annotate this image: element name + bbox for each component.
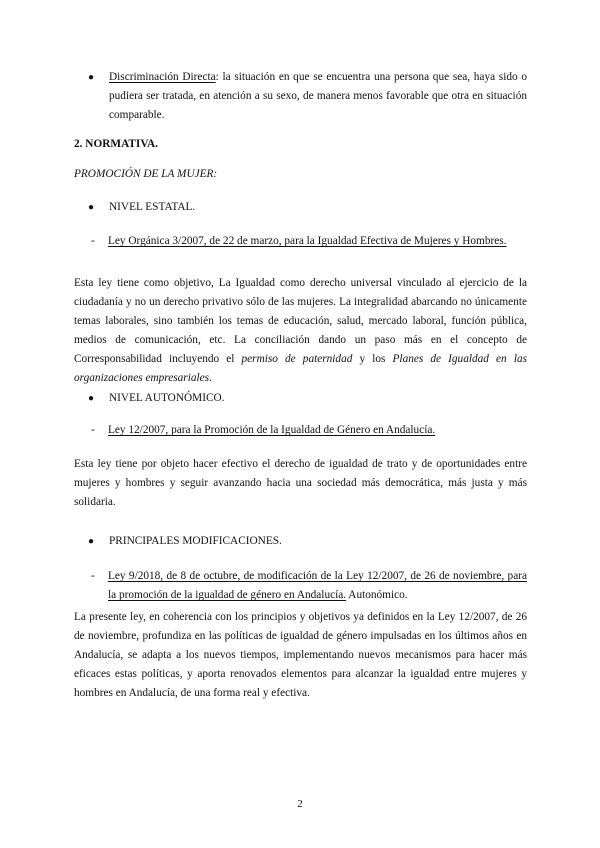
bullet-icon: ● (88, 202, 95, 213)
dash-icon: - (91, 424, 95, 436)
bullet-icon: ● (88, 536, 95, 547)
paragraph-ley-12: Esta ley tiene por objeto hacer efectivo el derecho de igualdad de trato y de oportunidades entre mujeres y hombres y seguir avanzando hacia una sociedad más democrática, más justa y más solidaria. (74, 458, 527, 508)
bullet-discriminacion (88, 68, 527, 128)
law-ley-9-2018-scope: Autonómico. (346, 589, 408, 601)
dash-icon: - (91, 570, 95, 582)
italic-permiso: permiso de paternidad (241, 353, 353, 365)
law-ley-9-2018-title: Ley 9/2018, de 8 de octubre, de modificación de la Ley 12/2007, de 26 de noviembre, para la promoción de la igualdad de género en Andalucía. (108, 570, 527, 601)
nivel-autonomico-label: NIVEL AUTONÓMICO. (109, 392, 225, 404)
page-number: 2 (297, 798, 303, 810)
principales-label: PRINCIPALES MODIFICACIONES. (109, 535, 282, 547)
law-ley-9-2018 (108, 567, 527, 605)
bullet-icon: ● (88, 72, 95, 83)
section-heading: 2. NORMATIVA. (74, 138, 158, 150)
term-discriminacion: Discriminación Directa (109, 71, 216, 83)
paragraph-ley-organica-middle: y los (352, 353, 393, 365)
paragraph-ley-organica (74, 274, 527, 388)
nivel-estatal-label: NIVEL ESTATAL. (109, 201, 196, 213)
bullet-discriminacion-text (109, 68, 527, 125)
paragraph-ley-9: La presente ley, en coherencia con los principios y objetivos ya definidos en la Ley 12/2007, de 26 de noviembre, profundiza en las políticas de igualdad de género impulsadas en los últimos años en Andalucía, se adapta a los nuevos tiempos, implementando nuevos mecanismos para hacer más eficaces estas políticas, y aporta renovados elementos para alcanzar la igualdad entre mujeres y hombres en Andalucía, de una forma real y efectiva. (74, 611, 527, 699)
dash-icon: - (91, 235, 95, 247)
bullet-icon: ● (88, 393, 95, 404)
italic-planes: Planes de Igualdad en las organizaciones empresariales (74, 353, 527, 384)
paragraph-ley-organica-text: Esta ley tiene como objetivo, La Igualdad como derecho universal vinculado al ejercicio de la ciudadanía y no un derecho privativo sólo de las mujeres. La integralidad abarcando no únicamente temas laborales, sino también los temas de educación, salud, mercado laboral, función pública, medios de comunicación, etc. La conciliación dando un paso más en el concepto de Corresponsabilidad incluyendo el (74, 277, 527, 365)
law-ley-organica: Ley Orgánica 3/2007, de 22 de marzo, para la Igualdad Efectiva de Mujeres y Hombres. (108, 235, 507, 247)
paragraph-ley-organica-end: . (209, 372, 212, 384)
subheading-promocion: PROMOCIÓN DE LA MUJER: (74, 168, 218, 180)
law-ley-12-2007: Ley 12/2007, para la Promoción de la Igualdad de Género en Andalucía. (108, 424, 436, 436)
definition-discriminacion: : la situación en que se encuentra una persona que sea, haya sido o pudiera ser tratada, en atención a su sexo, de manera menos favorable que otra en situación comparable. (109, 71, 528, 121)
